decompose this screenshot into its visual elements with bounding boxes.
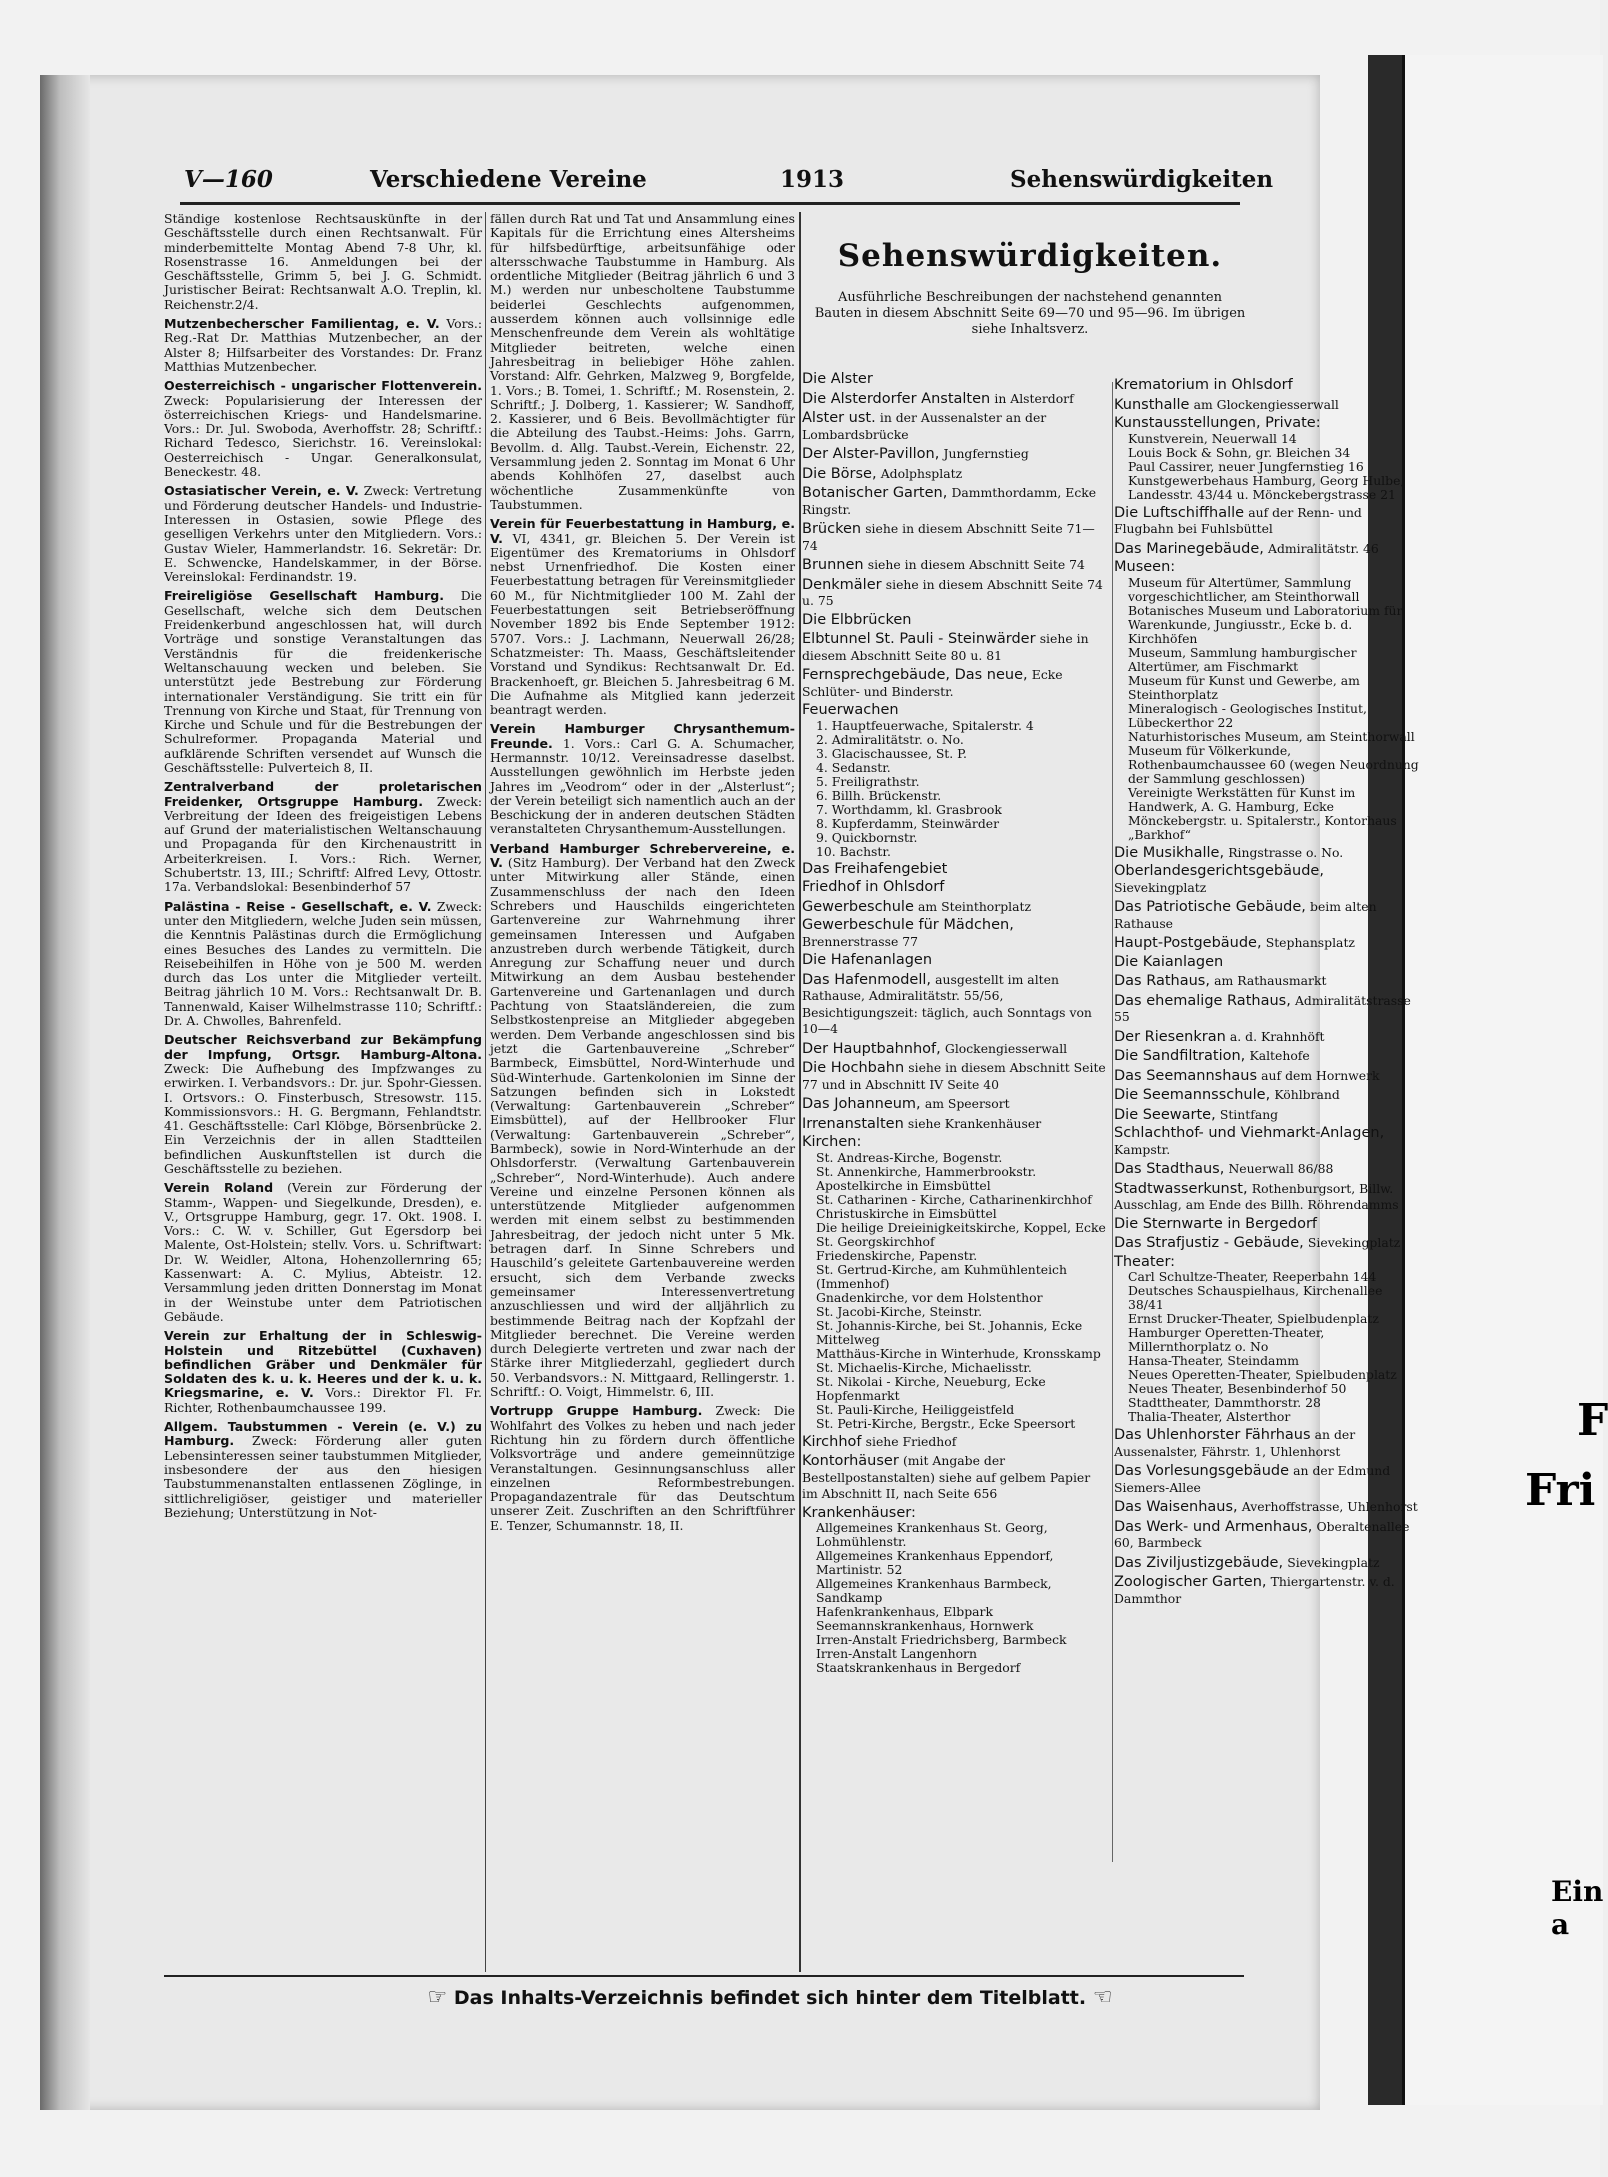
sight-detail: am Rathausmarkt xyxy=(1214,973,1327,988)
sight-detail: Brennerstrasse 77 xyxy=(802,933,918,949)
club-entry-text: Zweck: Popularisierung der Interessen der österreichischen Kriegs- und Handelsmarine. Vors.: Dr. Jul. Swoboda, Averhoffstr. 28; Schriftf.: Richard Tedesco, Sierichstr. 16. Vereinslokal: Oesterreichisch - Ungar. Generalkonsulat, Beneckestr. 48. xyxy=(164,392,482,480)
sight-sub-item: Friedenskirche, Papenstr. xyxy=(816,1247,978,1263)
sight-entry xyxy=(1114,1217,1420,1233)
sight-entry xyxy=(802,1096,1107,1113)
sight-detail: auf dem Hornwerk xyxy=(1261,1067,1380,1083)
sight-sub-item: St. Pauli-Kirche, Heiliggeistfeld xyxy=(816,1401,1015,1417)
sight-name: Das Rathaus, xyxy=(1114,973,1210,989)
sight-detail: Dammthordamm, Ecke Ringstr. xyxy=(802,485,1097,517)
adjacent-page-text-2: Fri xyxy=(1525,1465,1596,1516)
sight-entry xyxy=(802,1506,1107,1676)
sight-name: Das Stadthaus, xyxy=(1114,1161,1225,1177)
sight-sub-item: St. Annenkirche, Hammerbrookstr. xyxy=(816,1163,1037,1179)
column-rule xyxy=(799,212,801,1972)
sight-detail: Sievekingplatz xyxy=(1287,1554,1380,1570)
sight-name: Das Freihafengebiet xyxy=(802,860,948,877)
sight-name: Das ehemalige Rathaus, xyxy=(1114,992,1291,1009)
sight-name: Die Sternwarte in Bergedorf xyxy=(1114,1215,1318,1232)
sight-sub-item: 8. Kupferdamm, Steinwärder xyxy=(816,815,1000,831)
sight-entry xyxy=(802,521,1107,554)
sight-name: Der Hauptbahnhof, xyxy=(802,1040,941,1057)
club-entry-text: Ständige kostenlose Rechtsauskünfte in der Geschäftsstelle durch einen Rechtsanwalt. Für minderbemittelte Montag Abend 7-8 Uhr, kl. Rosenstrasse 16. Anmeldungen bei der Geschäftsstelle, Grimm 5, bei J. G. Schmidt. Juristischer Beirat: Rechtsanwalt A.O. Treplin, kl. Reichenstr.2/4. xyxy=(164,211,482,312)
sight-sub-item: Botanisches Museum und Laboratorium für Warenkunde, Jungiusstr., Ecke b. d. Kirchhöfen xyxy=(1128,602,1403,646)
sight-detail: Köhlbrand xyxy=(1274,1087,1340,1102)
sight-name: Friedhof in Ohlsdorf xyxy=(802,879,945,895)
sight-name: Der Riesenkran xyxy=(1114,1028,1226,1045)
sight-entry xyxy=(802,372,1107,388)
sight-sub-item: 2. Admiralitätstr. o. No. xyxy=(816,731,964,747)
sights-column-2 xyxy=(1114,378,1420,1610)
sight-name: Die Luftschiffhalle xyxy=(1114,504,1245,521)
sight-sub-item: Stadttheater, Dammthorstr. 28 xyxy=(1128,1395,1321,1410)
sight-entry xyxy=(1114,1574,1420,1607)
sight-detail: siehe in diesem Abschnitt Seite 71—74 xyxy=(802,521,1095,553)
sight-name: Die Alsterdorfer Anstalten xyxy=(802,390,991,407)
header-year: 1913 xyxy=(780,166,845,193)
sight-name: Gewerbeschule xyxy=(802,898,914,915)
club-entry-title: Palästina - Reise - Gesellschaft, e. V. xyxy=(164,898,432,914)
club-entry xyxy=(490,517,795,717)
sight-detail: siehe in diesem Abschnitt Seite 77 und in Abschnitt IV Seite 40 xyxy=(802,1060,1106,1092)
sight-detail: Stintfang xyxy=(1219,1106,1279,1122)
club-entry xyxy=(164,212,482,312)
sight-sub-item: Carl Schultze-Theater, Reeperbahn 144 xyxy=(1128,1269,1377,1284)
sight-sub-item: Hansa-Theater, Steindamm xyxy=(1128,1353,1299,1368)
page-number: V—160 xyxy=(184,166,273,193)
sight-detail: am Speersort xyxy=(924,1096,1010,1111)
sight-name: Oberlandesgerichtsgebäude, xyxy=(1114,863,1324,879)
sight-detail: Adolphsplatz xyxy=(880,465,963,481)
sight-entry xyxy=(802,953,1107,969)
sight-name: Kirchen: xyxy=(802,1134,862,1150)
sight-detail: siehe Krankenhäuser xyxy=(907,1115,1042,1131)
sight-name: Botanischer Garten, xyxy=(802,485,948,501)
club-entry-text: (Sitz Hamburg). Der Verband hat den Zweck unter Mitwirkung aller Stände, einen Zusammenschluss der nach den Ideen Schrebers und Hauschilds eingerichteten Gartenvereine zur Wahrnehmung ihrer gemeinsamen Interessen und Aufgaben anzustreben durch werbende Tätigkeit, durch Anregung zur Schaffung neuer und durch Mitwirkung an dem Ausbau bestehender Gartenvereine und Gartenanlagen und durch Pachtung von Staatsländereien, die zum Selbstkostenpreise an Mitglieder abgegeben werden. Dem Verbande angeschlossen sind bis jetzt die Gartenbauvereine „Schreber“ Barmbeck, Eimsbüttel, Nord-Winterhude und Süd-Winterhude. Gartenkolonien im Sinne der Satzungen befinden sich in Lokstedt (Verwaltung: Gartenbauverein „Schreber“ Eimsbüttel), auf der Hellbrooker Flur (Verwaltung: Gartenbauverein „Schreber“, Barmbeck), sowie in Nord-Winterhude an der Ohlsdorferstr. (Verwaltung Gartenbauverein „Schreber“, Nord-Winterhude). Auch andere Vereine und einzelne Personen können als unterstützende Mitglieder aufgenommen werden mit einem selbst zu bestimmenden Jahresbeitrag, der jedoch nicht unter 5 Mk. betragen darf. In Sinne Schrebers und Hauschild’s geleitete Gartenbauvereine werden ersucht, sich dem Verbande zwecks gemeinsamer Interessenvertretung anzuschliessen und wird der alljährlich zu bestimmende Beitrag nach der Kopfzahl der Mitglieder berechnet. Die Vereine werden durch Delegierte vertreten und zwar nach der Stärke ihrer Mitgliederzahl, gegliedert durch 50. Verbandsvors.: N. Mittgaard, Rellingerstr. 1. Schriftf.: O. Voigt, Himmelstr. 6, III. xyxy=(490,855,795,1400)
sight-detail: a. d. Krahnhöft xyxy=(1229,1028,1325,1044)
sight-name: Die Sandfiltration, xyxy=(1114,1048,1246,1064)
sight-entry xyxy=(802,446,1107,463)
sight-entry xyxy=(802,703,1107,859)
sight-detail: Ringstrasse o. No. xyxy=(1228,844,1344,860)
sight-name: Das Uhlenhorster Fährhaus xyxy=(1114,1427,1311,1443)
sight-sub-item: Kunstverein, Neuerwall 14 xyxy=(1128,430,1297,446)
sight-entry xyxy=(802,466,1107,483)
sight-name: Feuerwachen xyxy=(802,702,899,718)
club-entry-text: Zweck: unter den Mitgliedern, welche Juden sein müssen, die Kenntnis Palästinas durch die Ermöglichung eines Besuches des Landes zu vermitteln. Die Reisebeihilfen in Höhe von je 500 M. werden durch das Los unter die Mitglieder verteilt. Beitrag jährlich 10 M. Vors.: Rechtsanwalt Dr. B. Tannenwald, Kaiser Wilhelmstrasse 110; Schriftf.: Dr. A. Chwolles, Bahrenfeld. xyxy=(164,898,482,1029)
sight-entry xyxy=(802,1434,1107,1451)
sight-entry xyxy=(1114,1519,1420,1552)
sight-name: Schlachthof- und Viehmarkt-Anlagen, xyxy=(1114,1125,1385,1141)
sight-sub-item: St. Johannis-Kirche, bei St. Johannis, Ecke Mittelweg xyxy=(816,1317,1083,1347)
sight-sub-item: Museum für Kunst und Gewerbe, am Steinthorplatz xyxy=(1128,672,1360,702)
club-entry-text: Vors.: Reg.-Rat Dr. Matthias Mutzenbecher, an der Alster 8; Hilfsarbeiter des Vorstandes: Dr. Franz Matthias Mutzenbecher. xyxy=(164,316,482,374)
sight-detail: Stephansplatz xyxy=(1265,935,1355,950)
sight-sub-item: Kunstgewerbehaus Hamburg, Georg Hulbe, Landesstr. 43/44 u. Mönckebergstrasse 21 xyxy=(1128,472,1405,502)
sight-name: Kunsthalle xyxy=(1114,396,1190,413)
sight-entry xyxy=(802,557,1107,574)
sight-entry xyxy=(1114,1255,1420,1425)
sight-sub-item: Ernst Drucker-Theater, Spielbudenplatz xyxy=(1128,1311,1379,1326)
sight-entry xyxy=(1114,1181,1420,1214)
sight-detail: Ecke Schlüter- und Binderstr. xyxy=(802,667,1063,699)
sight-sub-item: St. Petri-Kirche, Bergstr., Ecke Speersort xyxy=(816,1415,1076,1431)
sight-detail: Thiergartenstr. v. d. Dammthor xyxy=(1114,1574,1395,1606)
club-entry-title: Verein Roland xyxy=(164,1180,274,1196)
club-entry-text: Zweck: Die Aufhebung des Impfzwanges zu erwirken. I. Verbandsvors.: Dr. jur. Spohr-Giessen. I. Ortsvors.: O. Finsterbusch, Stresowstr. 115. Kommissionsvors.: H. G. Bergmann, Fehlandtstr. 41. Geschäftsstelle: Carl Klöbge, Börsenbrücke 2. Ein Verzeichnis der in allen Stadtteilen befindlichen Auskunftstellen ist durch die Geschäftsstelle zu beziehen. xyxy=(164,1060,482,1176)
club-entry-title: Verein Hamburger Chrysanthemum-Freunde. xyxy=(490,721,795,751)
sight-name: Brunnen xyxy=(802,557,864,573)
sight-sub-item: 6. Billh. Brückenstr. xyxy=(816,787,942,803)
sight-detail: an der Edmund Siemers-Allee xyxy=(1114,1463,1391,1495)
sight-entry xyxy=(802,577,1107,610)
sight-entry xyxy=(802,667,1107,700)
sight-sub-item: Allgemeines Krankenhaus Barmbeck, Sandkamp xyxy=(816,1576,1052,1605)
footer-text: Das Inhalts-Verzeichnis befindet sich hinter dem Titelblatt. xyxy=(453,1987,1087,2009)
sight-entry xyxy=(1114,1048,1420,1065)
bottom-rule xyxy=(164,1975,1244,1977)
club-entry-text: (Verein zur Förderung der Stamm-, Wappen- und Siegelkunde, Dresden), e. V., Ortsgruppe Hamburg, gegr. 17. Okt. 1908. I. Vors.: C. W. v. Schiller, Gut Egersdorp bei Malente, Ost-Holstein; stellv. Vors. u. Schriftwart: Dr. W. Weidler, Altona, Hohenzollernring 65; Kassenwart: A. C. Mylius, Abteistr. 12. Versammlung jeden dritten Donnerstag im Monat in der Weinstube unter dem Patriotischen Gebäude. xyxy=(164,1180,482,1324)
sight-detail: Jungfernstieg xyxy=(943,446,1029,461)
sight-sub-item: Deutsches Schauspielhaus, Kirchenallee 38/41 xyxy=(1128,1283,1383,1312)
sight-name: Krankenhäuser: xyxy=(802,1504,916,1521)
sight-entry xyxy=(802,972,1107,1038)
sight-name: Die Seewarte, xyxy=(1114,1106,1216,1123)
adjacent-page-text-1: F xyxy=(1577,1395,1608,1446)
sight-entry xyxy=(802,613,1107,629)
club-entry-title: Allgem. Taubstummen - Verein (e. V.) zu Hamburg. xyxy=(164,1419,482,1449)
sight-detail: auf der Renn- und Flugbahn bei Fuhlsbüttel xyxy=(1114,504,1362,536)
club-entry xyxy=(164,484,482,584)
section-intro: Ausführliche Beschreibungen der nachstehend genannten Bauten in diesem Abschnitt Seite 69—70 und 95—96. Im übrigen siehe Inhaltsverz. xyxy=(814,290,1246,337)
sight-name: Das Vorlesungsgebäude xyxy=(1114,1463,1290,1479)
sight-entry xyxy=(802,1060,1107,1093)
sight-sub-item: Hamburger Operetten-Theater, Millernthorplatz o. No xyxy=(1128,1325,1325,1354)
club-entry xyxy=(490,842,795,1400)
club-entry-text: Zweck: Förderung aller guten Lebensinteressen seiner taubstummen Mitglieder, insbesondere der aus den hiesigen Taubstummenanstalten entlassenen Zöglinge, in sittlichreligiöser, geistiger und materieller Beziehung; Unterstützung in Not- xyxy=(164,1433,482,1520)
club-entry-text: Zweck: Vertretung und Förderung deutscher Handels- und Industrie-Interessen in Ostasien, sowie Pflege des geselligen Verkehrs unter den Mitgliedern. Vors.: Gustav Wieler, Hammerlandstr. 16. Sekretär: Dr. E. Schwencke, Handelskammer, in der Börse. Vereinslokal: Ferdinandstr. 19. xyxy=(164,483,482,585)
sight-detail: am Glockengiesserwall xyxy=(1193,396,1339,412)
club-entry xyxy=(164,317,482,374)
sight-sub-item: 3. Glacischaussee, St. P. xyxy=(816,745,967,761)
sight-detail: an der Aussenalster, Fährstr. 1, Uhlenhorst xyxy=(1114,1427,1356,1459)
club-entry-title: Verein für Feuerbestattung in Hamburg, e. V. xyxy=(490,516,795,546)
club-entry-title: Oesterreichisch - ungarischer Flottenverein. xyxy=(164,378,482,394)
sight-detail: siehe in diesem Abschnitt Seite 74 xyxy=(867,557,1085,572)
club-entry xyxy=(164,1420,482,1520)
sight-detail: (mit Angabe der Bestellpostanstalten) siehe auf gelbem Papier im Abschnitt II, nach Seite 656 xyxy=(802,1453,1091,1501)
section-title: Sehenswürdigkeiten. xyxy=(837,238,1223,274)
sight-entry xyxy=(802,1041,1107,1058)
sight-detail: Rothenburgsort, Billw. Ausschlag, am Ende des Billh. Röhrendamms xyxy=(1114,1180,1399,1212)
sight-name: Das Strafjustiz - Gebäude, xyxy=(1114,1235,1304,1251)
sight-entry xyxy=(802,1453,1107,1503)
sight-name: Die Elbbrücken xyxy=(802,611,912,628)
sight-name: Kunstausstellungen, Private: xyxy=(1114,415,1321,431)
running-header xyxy=(180,158,1274,205)
sight-name: Zoologischer Garten, xyxy=(1114,1574,1267,1590)
sight-sub-item: Hafenkrankenhaus, Elbpark xyxy=(816,1604,993,1619)
club-entry xyxy=(490,1404,795,1533)
sight-detail: ausgestellt im alten Rathause, Admiralitätstr. 55/56, Besichtigungszeit: täglich, auch Sonntags von 10—4 xyxy=(802,971,1092,1036)
sight-name: Stadtwasserkunst, xyxy=(1114,1180,1248,1197)
sight-sub-item: Museum, Sammlung hamburgischer Altertümer, am Fischmarkt xyxy=(1128,644,1357,674)
club-entry xyxy=(164,1033,482,1176)
sight-name: Die Musikhalle, xyxy=(1114,844,1225,861)
sight-sub-item: Gnadenkirche, vor dem Holstenthor xyxy=(816,1289,1043,1305)
sight-name: Die Hochbahn xyxy=(802,1060,905,1076)
clubs-column-2 xyxy=(490,212,795,1538)
sight-sub-item: Louis Bock & Sohn, gr. Bleichen 34 xyxy=(1128,444,1351,460)
pointing-hand-icon: ☞ xyxy=(427,1985,448,2010)
sight-sub-item: 9. Quickbornstr. xyxy=(816,829,918,845)
sight-sub-item: Christuskirche in Eimsbüttel xyxy=(816,1205,997,1221)
club-entry-text: 1. Vors.: Carl G. A. Schumacher, Hermannstr. 10/12. Vereinsadresse daselbst. Ausstellungen gewöhnlich im Herbste jeden Jahres im „Veodrom“ oder in der „Alsterlust“; der Verein beteiligt sich namentlich auch an der Beschickung der in anderen deutschen Städten veranstalteten Chrysanthemum-Ausstellungen. xyxy=(490,735,795,837)
club-entry-text: VI, 4341, gr. Bleichen 5. Der Verein ist Eigentümer des Krematoriums in Ohlsdorf nebst Urnenfriedhof. Die Kosten einer Feuerbestattung betragen für Vereinsmitglieder 60 M., für Nichtmitglieder 100 M. Zahl der Feuerbestattungen seit Betriebseröffnung November 1892 bis Ende September 1912: 5707. Vors.: J. Lachmann, Neuerwall 26/28; Schatzmeister: Th. Maass, Geschäftsleitender Vorstand und Syndikus: Rechtsanwalt Dr. Ed. Brackenhoeft, gr. Bleichen 5. Jahresbeitrag 6 M. Die Aufnahme als Mitglied kann jederzeit beantragt werden. xyxy=(490,530,795,718)
sight-name: Das Marinegebäude, xyxy=(1114,540,1264,557)
club-entry-text: Zweck: Verbreitung der Ideen des freigeistigen Lebens auf Grund der materialistischen Weltanschauung und Propaganda für den Kirchenaustritt in Arbeiterkreisen. I. Vors.: Rich. Werner, Schubertstr. 13, III.; Schriftf: Alfred Levy, Ottostr. 17a. Verbandslokal: Besenbinderhof 57 xyxy=(164,793,482,895)
club-entry-title: Mutzenbecherscher Familientag, e. V. xyxy=(164,316,440,332)
sights-column-1 xyxy=(802,372,1107,1678)
footer-note xyxy=(390,1985,1150,2010)
sight-name: Die Hafenanlagen xyxy=(802,952,933,968)
club-entry xyxy=(164,780,482,894)
club-entry-title: Vortrupp Gruppe Hamburg. xyxy=(490,1403,703,1419)
sight-entry xyxy=(1114,1068,1420,1085)
club-entry xyxy=(490,212,795,512)
club-entry-title: Verein zur Erhaltung der in Schleswig-Holstein und Ritzebüttel (Cuxhaven) befindlichen Gräber und Denkmäler für Soldaten des k. u. k. Heeres und der k. u. k. Kriegsmarine, e. V. xyxy=(164,1328,482,1401)
club-entry-text: Die Gesellschaft, welche sich dem Deutschen Freidenkerbund angeschlossen hat, will durch Vorträge und sonstige Veranstaltungen das Verständnis für die freidenkerische Weltanschauung wecken und beleben. Sie unterstützt jede Bestrebung zur Förderung internationaler Verständigung. Sie tritt ein für Trennung von Kirche und Staat, für Trennung von Kirche und Schule und für die Bestrebungen der Schulreformer. Propaganda Material und aufklärende Schriften versendet auf Wunsch die Geschäftsstelle: Pulverteich 8, II. xyxy=(164,588,482,775)
sight-sub-item: 5. Freiligrathstr. xyxy=(816,773,920,789)
club-entry-title: Freireligiöse Gesellschaft Hamburg. xyxy=(164,588,445,604)
sight-sub-item: Thalia-Theater, Alsterthor xyxy=(1128,1409,1291,1424)
sight-name: Kontorhäuser xyxy=(802,1453,899,1469)
sight-sub-item: St. Jacobi-Kirche, Steinstr. xyxy=(816,1303,983,1319)
sight-entry xyxy=(1114,378,1420,394)
sight-name: Fernsprechgebäude, Das neue, xyxy=(802,667,1028,683)
sight-name: Der Alster-Pavillon, xyxy=(802,446,940,462)
sight-sub-item: Paul Cassirer, neuer Jungfernstieg 16 xyxy=(1128,458,1364,474)
header-section-left: Verschiedene Vereine xyxy=(370,166,647,193)
sight-sub-item: St. Andreas-Kirche, Bogenstr. xyxy=(816,1149,1003,1165)
sight-entry xyxy=(1114,1499,1420,1516)
sight-entry xyxy=(1114,845,1420,862)
sight-sub-item: Museum für Altertümer, Sammlung vorgeschichtlicher, am Steinthorwall xyxy=(1128,574,1360,604)
sight-sub-item: St. Michaelis-Kirche, Michaelisstr. xyxy=(816,1359,1032,1375)
sight-name: Das Werk- und Armenhaus, xyxy=(1114,1518,1313,1535)
club-entry-text: Zweck: Die Wohlfahrt des Volkes zu heben und nach jeder Richtung hin zu fördern durch öffentliche Volksvorträge und andere gemeinnützige Veranstaltungen. Gesinnungsanschluss aller einzelnen Reformbestrebungen. Propagandazentrale für das Deutschtum unserer Zeit. Zuschriften an den Schriftführer E. Tenzer, Schumannstr. 18, II. xyxy=(490,1403,795,1533)
sight-name: Irrenanstalten xyxy=(802,1115,904,1132)
sight-entry xyxy=(1114,1161,1420,1178)
sight-sub-item: Staatskrankenhaus in Bergedorf xyxy=(816,1660,1021,1675)
sight-entry xyxy=(802,880,1107,896)
sight-sub-item: 7. Worthdamm, kl. Grasbrook xyxy=(816,801,1002,817)
sight-name: Das Johanneum, xyxy=(802,1096,921,1112)
club-entry-title: Zentralverband der proletarischen Freidenker, Ortsgruppe Hamburg. xyxy=(164,779,482,809)
sight-sub-item: Neues Theater, Besenbinderhof 50 xyxy=(1128,1381,1347,1396)
sight-entry xyxy=(1114,1235,1420,1252)
sight-entry xyxy=(1114,1087,1420,1104)
club-entry xyxy=(164,1181,482,1324)
sight-entry xyxy=(802,862,1107,878)
sight-sub-item: St. Gertrud-Kirche, am Kuhmühlenteich (Immenhof) xyxy=(816,1261,1067,1291)
sight-sub-item: Mineralogisch - Geologisches Institut, Lübeckerthor 22 xyxy=(1128,700,1367,730)
sight-detail: Glockengiesserwall xyxy=(944,1040,1068,1056)
sight-entry xyxy=(1114,1463,1420,1496)
sight-name: Haupt-Postgebäude, xyxy=(1114,935,1262,951)
sight-sub-item: St. Nikolai - Kirche, Neueburg, Ecke Hopfenmarkt xyxy=(816,1373,1046,1403)
sight-detail: in der Aussenalster an der Lombardsbrücke xyxy=(802,410,1047,442)
sight-detail: siehe in diesem Abschnitt Seite 80 u. 81 xyxy=(802,631,1089,663)
sight-name: Brücken xyxy=(802,521,862,537)
sight-detail: Averhoffstrasse, Uhlenhorst xyxy=(1241,1499,1418,1514)
sight-detail: Sievekingplatz xyxy=(1114,879,1207,895)
sight-detail: siehe in diesem Abschnitt Seite 74 u. 75 xyxy=(802,576,1103,608)
sight-sub-item: Irren-Anstalt Langenhorn xyxy=(816,1646,977,1661)
sight-entry xyxy=(1114,1126,1420,1158)
club-entry xyxy=(164,379,482,479)
sight-entry xyxy=(1114,899,1420,932)
sight-sub-item: 1. Hauptfeuerwache, Spitalerstr. 4 xyxy=(816,717,1034,733)
sight-entry xyxy=(1114,955,1420,971)
club-entry xyxy=(164,1329,482,1415)
sight-sub-item: Allgemeines Krankenhaus St. Georg, Lohmühlenstr. xyxy=(816,1520,1048,1549)
sight-entry xyxy=(1114,416,1420,502)
pointing-hand-icon: ☜ xyxy=(1092,1985,1113,2010)
sight-entry xyxy=(1114,1427,1420,1460)
sight-detail: Sievekingplatz xyxy=(1307,1235,1401,1250)
sight-entry xyxy=(1114,541,1420,558)
sight-name: Theater: xyxy=(1114,1253,1176,1270)
sight-entry xyxy=(1114,1107,1420,1124)
sight-sub-item: St. Catharinen - Kirche, Catharinenkirchhof xyxy=(816,1191,1092,1207)
sight-entry xyxy=(802,1116,1107,1133)
sight-sub-item: 4. Sedanstr. xyxy=(816,759,891,775)
sight-detail: siehe Friedhof xyxy=(865,1433,957,1449)
sight-entry xyxy=(1114,864,1420,896)
sight-entry xyxy=(1114,973,1420,990)
sight-sub-item: Apostelkirche in Eimsbüttel xyxy=(816,1177,991,1193)
header-section-right: Sehenswürdigkeiten xyxy=(1010,166,1274,193)
sight-entry xyxy=(802,918,1107,950)
club-entry-text: Vors.: Direktor Fl. Fr. Richter, Rothenbaumchaussee 199. xyxy=(164,1385,482,1415)
sight-entry xyxy=(802,899,1107,916)
sight-name: Die Alster xyxy=(802,371,873,387)
sight-detail: Oberaltenallee 60, Barmbeck xyxy=(1114,1518,1410,1550)
sight-name: Die Kaianlagen xyxy=(1114,953,1224,970)
sight-sub-item: Museum für Völkerkunde, Rothenbaumchaussee 60 (wegen Neuordnung der Sammlung geschlossen) xyxy=(1128,742,1419,786)
sight-name: Das Hafenmodell, xyxy=(802,971,932,988)
sight-entry xyxy=(1114,1029,1420,1046)
sight-sub-item: Naturhistorisches Museum, am Steinthorwall xyxy=(1128,728,1415,744)
sight-entry xyxy=(1114,397,1420,414)
sight-entry xyxy=(802,410,1107,443)
adjacent-page xyxy=(1402,55,1608,2105)
sight-name: Kirchhof xyxy=(802,1433,862,1450)
sight-name: Alster ust. xyxy=(802,410,876,426)
sight-detail: beim alten Rathause xyxy=(1114,899,1377,931)
adjacent-page-text-3: Ein a xyxy=(1551,1875,1604,1941)
sight-entry xyxy=(802,631,1107,664)
sight-entry xyxy=(1114,935,1420,952)
sight-name: Denkmäler xyxy=(802,576,882,593)
sight-detail: Admiralitätstrasse 55 xyxy=(1114,992,1411,1024)
club-entry-text: fällen durch Rat und Tat und Ansammlung eines Kapitals für die Errichtung eines Altersheims für hilfsbedürftige, arbeitsunfähige oder altersschwache Taubstumme in Hamburg. Als ordentliche Mitglieder (Beitrag jährlich 6 und 3 M.) werden nur unbescholtene Taubstumme beiderlei Geschlechts aufgenommen, ausserdem können auch vollsinnige edle Menschenfreunde dem Verein als wohltätige Mitglieder beitreten, welche einen Jahresbeitrag in beliebiger Höhe zahlen. Vorstand: Alfr. Gehrken, Malzweg 9, Borgfelde, 1. Vors.; B. Tomei, 1. Schriftf.; M. Rosenstein, 2. Schriftf.; J. Dolberg, 1. Kassierer; W. Sandhoff, 2. Kassierer, und 6 Beis. Bevollmächtigter für die Abteilung des Taubst.-Heims: Johs. Garrn, Bevollm. d. Allg. Taubst.-Verein, Eichenstr. 22, Versammlung jeden 2. Sonntag im Monat 6 Uhr abends Kohlhöfen 27, daselbst auch wöchentliche Zusammenkünfte von Taubstummen. xyxy=(490,211,795,512)
binding-edge xyxy=(40,75,90,2110)
sight-sub-item: 10. Bachstr. xyxy=(816,843,891,859)
sight-sub-item: Seemannskrankenhaus, Hornwerk xyxy=(816,1618,1034,1633)
sight-sub-item: Neues Operetten-Theater, Spielbudenplatz xyxy=(1128,1367,1397,1382)
column-rule xyxy=(1112,382,1113,1862)
clubs-column-1 xyxy=(164,212,482,1525)
sight-sub-item: Die heilige Dreieinigkeitskirche, Koppel, Ecke St. Georgskirchhof xyxy=(816,1219,1106,1249)
club-entry-title: Verband Hamburger Schrebervereine, e. V. xyxy=(490,840,795,871)
club-entry-title: Ostasiatischer Verein, e. V. xyxy=(164,483,359,499)
sight-sub-item: Allgemeines Krankenhaus Eppendorf, Martinistr. 52 xyxy=(816,1548,1054,1577)
club-entry-title: Deutscher Reichsverband zur Bekämpfung der Impfung, Ortsgr. Hamburg-Altona. xyxy=(164,1032,482,1062)
sight-detail: Kampstr. xyxy=(1114,1141,1171,1157)
sight-name: Gewerbeschule für Mädchen, xyxy=(802,917,1014,933)
sight-name: Krematorium in Ohlsdorf xyxy=(1114,377,1293,393)
sight-detail: Neuerwall 86/88 xyxy=(1228,1161,1334,1176)
sight-detail: Admiralitätstr. 46 xyxy=(1268,540,1379,556)
sight-name: Die Börse, xyxy=(802,465,877,482)
sight-entry xyxy=(802,485,1107,518)
column-rule xyxy=(485,212,486,1972)
sight-sub-item: Vereinigte Werkstätten für Kunst im Handwerk, A. G. Hamburg, Ecke Mönckebergstr. u. Spitalerstr., Kontorhaus „Barkhof“ xyxy=(1128,784,1397,842)
sight-detail: Kaltehofe xyxy=(1249,1048,1310,1063)
sight-name: Die Seemannsschule, xyxy=(1114,1087,1271,1103)
sight-entry xyxy=(1114,560,1420,842)
sight-sub-item: Irren-Anstalt Friedrichsberg, Barmbeck xyxy=(816,1632,1067,1647)
club-entry xyxy=(490,722,795,836)
sight-sub-item: Matthäus-Kirche in Winterhude, Kronsskamp xyxy=(816,1345,1101,1361)
sight-name: Museen: xyxy=(1114,559,1176,575)
sight-name: Elbtunnel St. Pauli - Steinwärder xyxy=(802,631,1036,647)
club-entry xyxy=(164,900,482,1029)
club-entry xyxy=(164,589,482,775)
sight-entry xyxy=(1114,1555,1420,1572)
sight-name: Das Ziviljustizgebäude, xyxy=(1114,1554,1284,1571)
sight-entry xyxy=(802,391,1107,408)
sight-entry xyxy=(1114,505,1420,538)
sight-name: Das Seemannshaus xyxy=(1114,1067,1258,1084)
sight-entry xyxy=(1114,993,1420,1026)
sight-detail: am Steinthorplatz xyxy=(918,898,1031,914)
sight-name: Das Waisenhaus, xyxy=(1114,1499,1238,1515)
sight-name: Das Patriotische Gebäude, xyxy=(1114,899,1306,915)
sight-detail: in Alsterdorf xyxy=(994,390,1074,406)
sight-entry xyxy=(802,1135,1107,1431)
